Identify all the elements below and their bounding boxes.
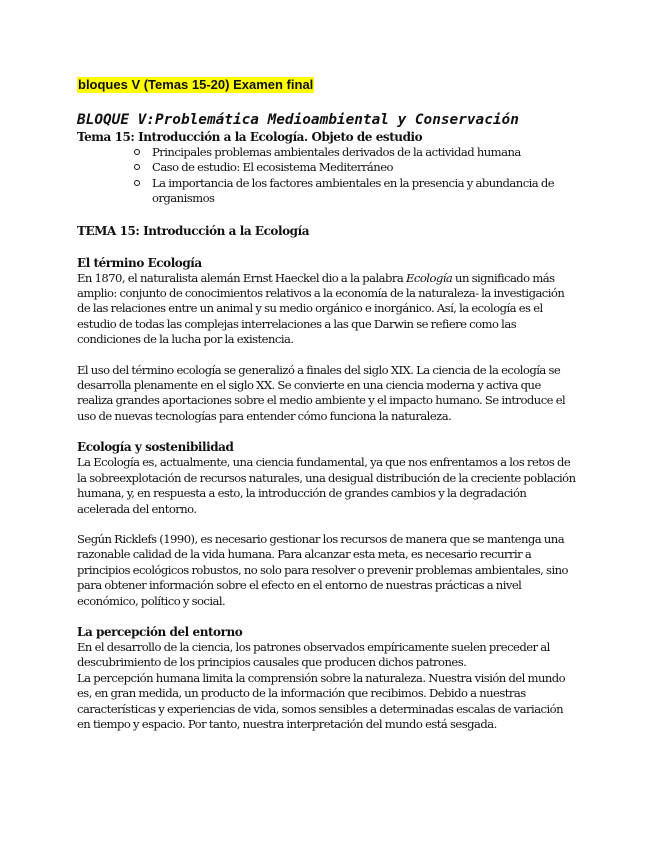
paragraph-percepcion-2: La percepción humana limita la comprensión sobre la naturaleza. Nuestra visión del mundo es, en gran medida, un producto de la información que recibimos. Debido a nuestras características y experiencias de vida, somos sensibles a determinadas escalas de variación en tiempo y espacio. Por tanto, nuestra interpretación del mundo está sesgada. xyxy=(77,670,566,731)
paragraph-termino-2: El uso del término ecología se generalizó a finales del siglo XIX. La ciencia de la ecología se desarrolla plenamente en el siglo XX. Se convierte en una ciencia moderna y activa que realiza grandes aportaciones sobre el medio ambiente y el impacto humano. Se introduce el uso de nuevas tecnologías para entender cómo funciona la naturaleza. xyxy=(77,362,566,423)
list-item xyxy=(77,160,577,175)
paragraph-sostenibilidad-2: Según Ricklefs (1990), es necesario gestionar los recursos de manera que se mantenga una razonable calidad de la vida humana. Para alcanzar esta meta, es necesario recurrir a principios ecológicos robustos, no solo para resolver o prevenir problemas ambientales, sino para obtener información sobre el efecto en el entorno de nuestras prácticas a nivel económico, político y social. xyxy=(77,531,568,608)
tema-heading: Tema 15: Introducción a la Ecología. Objeto de estudio xyxy=(77,130,423,144)
document-page xyxy=(77,74,577,732)
topic-list xyxy=(77,145,577,207)
list-item xyxy=(77,145,577,160)
bullet-icon xyxy=(134,149,140,155)
bullet-icon xyxy=(134,164,140,170)
list-item-text: Caso de estudio: El ecosistema Mediterráneo xyxy=(152,160,393,175)
section-heading-percepcion: La percepción del entorno xyxy=(77,624,243,639)
bloque-title: BLOQUE V:Problemática Medioambiental y Conservación xyxy=(77,112,519,128)
section-heading-sostenibilidad: Ecología y sostenibilidad xyxy=(77,440,234,455)
paragraph-sostenibilidad-1: La Ecología es, actualmente, una ciencia fundamental, ya que nos enfrentamos a los retos de la sobreexplotación de recursos naturales, una desigual distribución de la creciente población humana, y, en respuesta a esto, la introducción de grandes cambios y la degradación acelerada del entorno. xyxy=(77,455,576,516)
paragraph-percepcion-1: En el desarrollo de la ciencia, los patrones observados empíricamente suelen preceder al descubrimiento de los principios causales que producen dichos patrones. xyxy=(77,639,550,670)
paragraph-termino-1: En 1870, el naturalista alemán Ernst Haeckel dio a la palabra Ecología un significado más amplio: conjunto de conocimientos relativos a la economía de la naturaleza- la investigación de las relaciones entre un animal y su medio orgánico e inorgánico. Así, la ecología es el estudio de todas las complejas interrelaciones a las que Darwin se refiere como las condiciones de la lucha por la existencia. xyxy=(77,270,565,347)
section-heading-termino: El término Ecología xyxy=(77,255,202,270)
highlighted-exam-header: bloques V (Temas 15-20) Examen final xyxy=(78,77,314,92)
bullet-icon xyxy=(134,180,140,186)
list-item-text: La importancia de los factores ambientales en la presencia y abundancia de organismos xyxy=(152,175,555,206)
section-title-tema15: TEMA 15: Introducción a la Ecología xyxy=(77,223,310,238)
list-item-text: Principales problemas ambientales derivados de la actividad humana xyxy=(152,145,521,159)
italic-term: Ecología xyxy=(406,270,453,285)
list-item xyxy=(77,176,577,207)
